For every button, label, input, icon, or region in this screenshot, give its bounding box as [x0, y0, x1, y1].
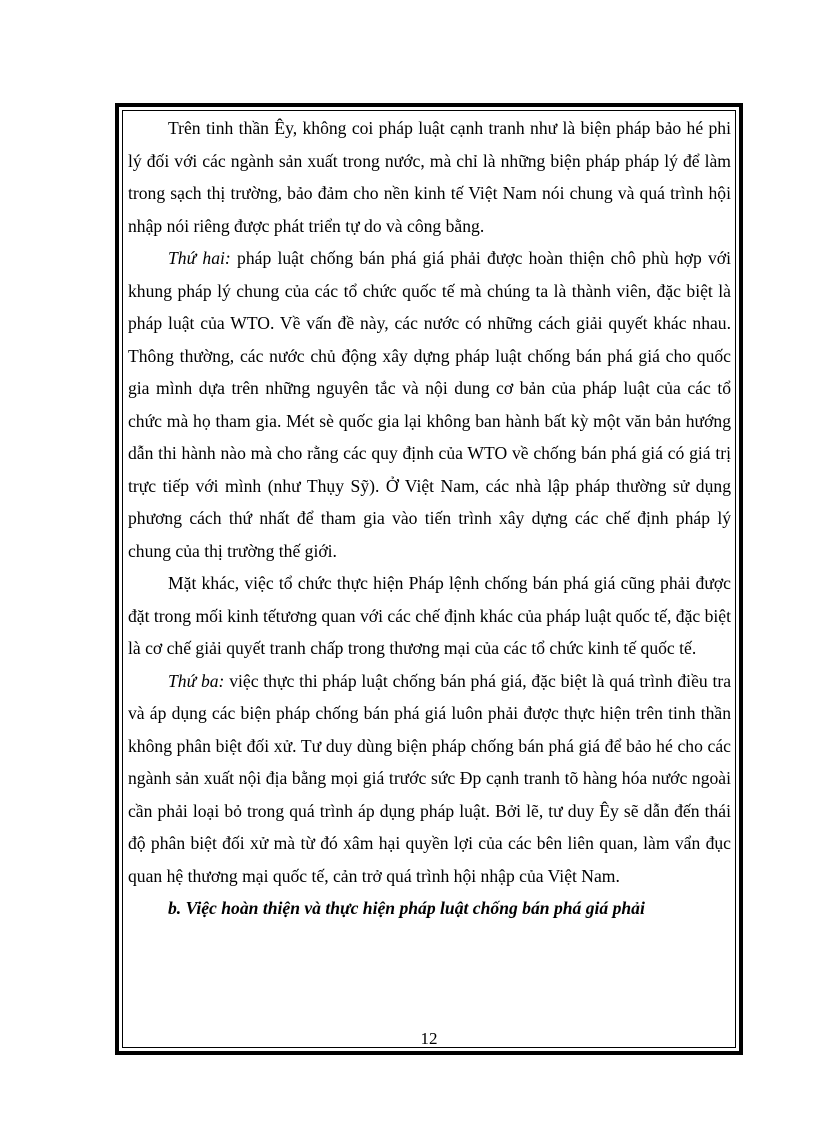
paragraph-text: việc thực thi pháp luật chống bán phá giá, đặc biệt là quá trình điều tra và áp dụng các biện pháp chống bán phá giá luôn phải được thực hiện trên tinh thần không phân biệt đối xử. Tư duy dùng biện pháp chống bán phá giá để bảo hé cho các ngành sản xuất nội địa bằng mọi giá trước sức Ðp cạnh tranh tõ hàng hóa nước ngoài cần phải loại bỏ trong quá trình áp dụng pháp luật. Bởi lẽ, tư duy Êy sẽ dẫn đến thái độ phân biệt đối xử mà từ đó xâm hại quyền lợi của các bên liên quan, làm vẩn đục quan hệ thương mại quốc tế, cản trở quá trình hội nhập của Việt Nam. [128, 670, 732, 886]
paragraph-text: Mặt khác, việc tổ chức thực hiện Pháp lệnh chống bán phá giá cũng phải được đặt trong mối kinh tếtương quan với các chế định khác của pháp luật quốc tế, đặc biệt là cơ chế giải quyết tranh chấp trong thương mại của các tổ chức kinh tế quốc tế. [128, 573, 731, 658]
paragraph [128, 567, 731, 665]
paragraph-text: Trên tinh thần Êy, không coi pháp luật cạnh tranh như là biện pháp bảo hé phi lý đối với các ngành sản xuất trong nước, mà chỉ là những biện pháp pháp lý để làm trong sạch thị trường, bảo đảm cho nền kinh tế Việt Nam nói chung và quá trình hội nhập nói riêng được phát triển tự do và công bằng. [128, 118, 731, 236]
paragraph [128, 665, 731, 893]
paragraph-lead: Thứ ba: [168, 670, 225, 691]
paragraph-lead: Thứ hai: [168, 248, 231, 268]
paragraph [128, 112, 731, 242]
paragraph [128, 242, 731, 567]
document-body [128, 112, 731, 925]
paragraph-text: pháp luật chống bán phá giá phải được hoàn thiện chô phù hợp với khung pháp lý chung của các tổ chức quốc tế mà chúng ta là thành viên, đặc biệt là pháp luật của WTO. Về vấn đề này, các nước có những cách giải quyết khác nhau. Thông thường, các nước chủ động xây dựng pháp luật chống bán phá giá cho quốc gia mình dựa trên những nguyên tắc và nội dung cơ bản của pháp luật của các tổ chức mà họ tham gia. Mét sè quốc gia lại không ban hành bất kỳ một văn bản hướng dẫn thi hành nào mà cho rằng các quy định của WTO về chống bán phá giá có giá trị trực tiếp với mình (như Thụy Sỹ). Ở Việt Nam, các nhà lập pháp thường sử dụng phương cách thứ nhất để tham gia vào tiến trình xây dựng các chế định pháp lý chung của thị trường thế giới. [128, 248, 732, 561]
page-number: 12 [420, 1029, 438, 1048]
section-heading: b. Việc hoàn thiện và thực hiện pháp luật chống bán phá giá phải [168, 898, 645, 918]
